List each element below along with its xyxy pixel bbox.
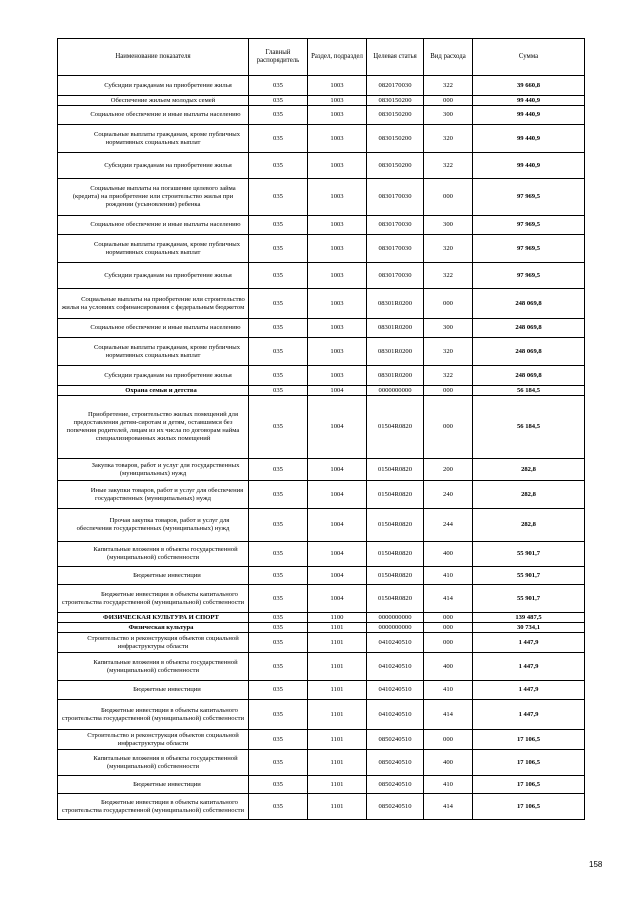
row-name bbox=[58, 509, 249, 542]
row-expense-type: 000 bbox=[424, 623, 473, 633]
page-number: 158 bbox=[589, 860, 603, 869]
row-main-manager: 035 bbox=[249, 481, 308, 509]
header-target-article: Целевая статья bbox=[367, 39, 424, 76]
row-expense-type: 414 bbox=[424, 700, 473, 730]
row-name bbox=[58, 481, 249, 509]
row-name bbox=[58, 681, 249, 700]
table-row bbox=[58, 338, 585, 366]
row-main-manager: 035 bbox=[249, 750, 308, 776]
row-target-article: 0850240510 bbox=[367, 794, 424, 820]
row-name-text: Субсидии гражданам на приобретение жилья bbox=[104, 371, 232, 379]
table-row bbox=[58, 776, 585, 794]
row-name-text: Субсидии гражданам на приобретение жилья bbox=[104, 161, 232, 169]
row-section: 1004 bbox=[308, 396, 367, 459]
row-section: 1003 bbox=[308, 76, 367, 96]
table-body bbox=[58, 76, 585, 820]
row-main-manager: 035 bbox=[249, 623, 308, 633]
row-main-manager: 035 bbox=[249, 338, 308, 366]
row-target-article: 08301R0200 bbox=[367, 289, 424, 319]
row-amount: 99 440,9 bbox=[473, 96, 585, 106]
row-name bbox=[58, 567, 249, 585]
table-row bbox=[58, 585, 585, 613]
table-row bbox=[58, 459, 585, 481]
row-amount: 97 969,5 bbox=[473, 216, 585, 235]
row-amount: 99 440,9 bbox=[473, 125, 585, 153]
row-amount: 97 969,5 bbox=[473, 179, 585, 216]
row-expense-type: 322 bbox=[424, 76, 473, 96]
row-expense-type: 410 bbox=[424, 681, 473, 700]
row-name bbox=[58, 289, 249, 319]
row-name bbox=[58, 700, 249, 730]
row-section: 1004 bbox=[308, 509, 367, 542]
row-target-article: 0000000000 bbox=[367, 613, 424, 623]
row-amount: 97 969,5 bbox=[473, 263, 585, 289]
table-row bbox=[58, 235, 585, 263]
table-row bbox=[58, 289, 585, 319]
row-target-article: 01504R0820 bbox=[367, 481, 424, 509]
row-target-article: 0830150200 bbox=[367, 153, 424, 179]
row-main-manager: 035 bbox=[249, 76, 308, 96]
row-expense-type: 400 bbox=[424, 542, 473, 567]
row-name-text: Физическая культура bbox=[128, 623, 194, 631]
row-section: 1101 bbox=[308, 623, 367, 633]
row-name bbox=[58, 459, 249, 481]
row-section: 1004 bbox=[308, 386, 367, 396]
header-amount: Сумма bbox=[473, 39, 585, 76]
row-main-manager: 035 bbox=[249, 153, 308, 179]
row-name bbox=[58, 153, 249, 179]
row-name-text: Субсидии гражданам на приобретение жилья bbox=[104, 271, 232, 279]
row-target-article: 01504R0820 bbox=[367, 585, 424, 613]
row-name bbox=[58, 76, 249, 96]
row-amount: 248 069,8 bbox=[473, 289, 585, 319]
row-amount: 17 106,5 bbox=[473, 794, 585, 820]
table-row bbox=[58, 653, 585, 681]
row-expense-type: 410 bbox=[424, 776, 473, 794]
row-amount: 56 184,5 bbox=[473, 386, 585, 396]
table-row bbox=[58, 179, 585, 216]
row-section: 1101 bbox=[308, 700, 367, 730]
row-target-article: 0410240510 bbox=[367, 633, 424, 653]
row-main-manager: 035 bbox=[249, 125, 308, 153]
row-main-manager: 035 bbox=[249, 542, 308, 567]
row-target-article: 0830170030 bbox=[367, 263, 424, 289]
row-amount: 1 447,9 bbox=[473, 681, 585, 700]
table-row bbox=[58, 681, 585, 700]
table-row bbox=[58, 96, 585, 106]
row-name-text: Строительство и реконструкция объектов социальной инфраструктуры области bbox=[87, 634, 239, 650]
row-section: 1101 bbox=[308, 681, 367, 700]
row-target-article: 0410240510 bbox=[367, 700, 424, 730]
row-section: 1101 bbox=[308, 633, 367, 653]
row-section: 1003 bbox=[308, 235, 367, 263]
row-name-text: Социальные выплаты на приобретение или строительство жилья на условиях софинансирования с федеральным бюджетом bbox=[61, 295, 245, 311]
row-name-text: Социальные выплаты гражданам, кроме публичных нормативных социальных выплат bbox=[93, 343, 241, 359]
row-amount: 282,8 bbox=[473, 459, 585, 481]
row-section: 1003 bbox=[308, 289, 367, 319]
row-name bbox=[58, 216, 249, 235]
row-main-manager: 035 bbox=[249, 289, 308, 319]
row-expense-type: 000 bbox=[424, 386, 473, 396]
header-section: Раздел, подраздел bbox=[308, 39, 367, 76]
row-section: 1100 bbox=[308, 613, 367, 623]
row-section: 1003 bbox=[308, 366, 367, 386]
row-name bbox=[58, 653, 249, 681]
row-name-text: Бюджетные инвестиции bbox=[133, 686, 201, 693]
row-expense-type: 200 bbox=[424, 459, 473, 481]
row-target-article: 0850240510 bbox=[367, 776, 424, 794]
row-name bbox=[58, 106, 249, 125]
row-expense-type: 000 bbox=[424, 613, 473, 623]
table-row bbox=[58, 481, 585, 509]
row-name-text: Социальное обеспечение и иные выплаты населению bbox=[90, 111, 241, 118]
row-name bbox=[58, 730, 249, 750]
row-expense-type: 300 bbox=[424, 319, 473, 338]
row-main-manager: 035 bbox=[249, 681, 308, 700]
row-name-text: Социальное обеспечение и иные выплаты населению bbox=[90, 221, 241, 228]
row-amount: 17 106,5 bbox=[473, 730, 585, 750]
row-expense-type: 414 bbox=[424, 794, 473, 820]
table-row bbox=[58, 396, 585, 459]
row-amount: 30 734,1 bbox=[473, 623, 585, 633]
row-target-article: 08301R0200 bbox=[367, 366, 424, 386]
row-name bbox=[58, 794, 249, 820]
row-section: 1003 bbox=[308, 153, 367, 179]
row-name bbox=[58, 776, 249, 794]
row-amount: 17 106,5 bbox=[473, 750, 585, 776]
row-main-manager: 035 bbox=[249, 613, 308, 623]
row-name-text: Приобретение, строительство жилых помещений для предоставления детям-сиротам и детям, оставшимся без попечения родителей, лицам из их числа по договорам найма специализированных жилых помещений bbox=[66, 411, 240, 442]
row-main-manager: 035 bbox=[249, 216, 308, 235]
row-amount: 248 069,8 bbox=[473, 338, 585, 366]
row-section: 1003 bbox=[308, 96, 367, 106]
row-expense-type: 400 bbox=[424, 653, 473, 681]
row-main-manager: 035 bbox=[249, 633, 308, 653]
table-row bbox=[58, 700, 585, 730]
row-name bbox=[58, 125, 249, 153]
row-amount: 139 487,5 bbox=[473, 613, 585, 623]
row-name bbox=[58, 633, 249, 653]
row-name-text: Капитальные вложения в объекты государственной (муниципальной) собственности bbox=[93, 546, 238, 561]
row-expense-type: 000 bbox=[424, 289, 473, 319]
table-row bbox=[58, 319, 585, 338]
table-row bbox=[58, 386, 585, 396]
row-main-manager: 035 bbox=[249, 179, 308, 216]
row-expense-type: 320 bbox=[424, 125, 473, 153]
row-name-text: Бюджетные инвестиции bbox=[133, 780, 201, 788]
row-name-text: Капитальные вложения в объекты государственной (муниципальной) собственности bbox=[93, 754, 238, 770]
row-name-text: Субсидии гражданам на приобретение жилья bbox=[104, 81, 232, 89]
row-section: 1003 bbox=[308, 106, 367, 125]
row-target-article: 01504R0820 bbox=[367, 396, 424, 459]
row-target-article: 0830150200 bbox=[367, 125, 424, 153]
row-expense-type: 320 bbox=[424, 235, 473, 263]
row-name bbox=[58, 96, 249, 106]
row-name-text: Бюджетные инвестиции в объекты капитального строительства государственной (муниципальной) собственности bbox=[61, 590, 245, 606]
row-section: 1101 bbox=[308, 750, 367, 776]
table-row bbox=[58, 106, 585, 125]
row-expense-type: 240 bbox=[424, 481, 473, 509]
row-expense-type: 000 bbox=[424, 633, 473, 653]
row-expense-type: 400 bbox=[424, 750, 473, 776]
row-amount: 282,8 bbox=[473, 509, 585, 542]
row-expense-type: 000 bbox=[424, 730, 473, 750]
row-name-text: Иные закупки товаров, работ и услуг для обеспечения государственных (муниципальных) нужд bbox=[90, 486, 244, 502]
row-name bbox=[58, 263, 249, 289]
row-amount: 248 069,8 bbox=[473, 319, 585, 338]
row-name-text: Обеспечение жильем молодых семей bbox=[110, 96, 216, 104]
row-expense-type: 410 bbox=[424, 567, 473, 585]
row-amount: 1 447,9 bbox=[473, 633, 585, 653]
row-main-manager: 035 bbox=[249, 96, 308, 106]
row-target-article: 0410240510 bbox=[367, 653, 424, 681]
row-name-text: Закупка товаров, работ и услуг для государственных (муниципальных) нужд bbox=[91, 461, 240, 477]
row-section: 1003 bbox=[308, 179, 367, 216]
table-row bbox=[58, 509, 585, 542]
row-section: 1101 bbox=[308, 653, 367, 681]
row-main-manager: 035 bbox=[249, 509, 308, 542]
table-row bbox=[58, 125, 585, 153]
row-name-text: Социальные выплаты на погашение целевого займа (кредита) на приобретение или строительство жилья при рождении (усыновлении) ребенка bbox=[72, 185, 236, 208]
row-name bbox=[58, 396, 249, 459]
table-header-row bbox=[58, 39, 585, 76]
table-row bbox=[58, 542, 585, 567]
row-section: 1101 bbox=[308, 776, 367, 794]
table-row bbox=[58, 794, 585, 820]
table-row bbox=[58, 730, 585, 750]
row-target-article: 0850240510 bbox=[367, 750, 424, 776]
row-name bbox=[58, 585, 249, 613]
row-target-article: 01504R0820 bbox=[367, 459, 424, 481]
row-expense-type: 300 bbox=[424, 106, 473, 125]
row-name-text: ФИЗИЧЕСКАЯ КУЛЬТУРА И СПОРТ bbox=[103, 613, 219, 621]
table-row bbox=[58, 623, 585, 633]
row-name-text: Бюджетные инвестиции в объекты капитального строительства государственной (муниципальной) собственности bbox=[61, 798, 245, 814]
row-main-manager: 035 bbox=[249, 459, 308, 481]
row-main-manager: 035 bbox=[249, 794, 308, 820]
row-target-article: 0820170030 bbox=[367, 76, 424, 96]
row-name-text: Социальное обеспечение и иные выплаты населению bbox=[90, 324, 241, 331]
row-target-article: 01504R0820 bbox=[367, 509, 424, 542]
row-target-article: 0830150200 bbox=[367, 96, 424, 106]
table-row bbox=[58, 366, 585, 386]
row-section: 1004 bbox=[308, 542, 367, 567]
row-amount: 55 901,7 bbox=[473, 567, 585, 585]
row-section: 1004 bbox=[308, 459, 367, 481]
row-expense-type: 300 bbox=[424, 216, 473, 235]
row-name bbox=[58, 235, 249, 263]
row-name bbox=[58, 542, 249, 567]
row-amount: 39 660,8 bbox=[473, 76, 585, 96]
row-target-article: 01504R0820 bbox=[367, 542, 424, 567]
row-amount: 56 184,5 bbox=[473, 396, 585, 459]
row-name bbox=[58, 613, 249, 623]
row-name-text: Социальные выплаты гражданам, кроме публичных нормативных социальных выплат bbox=[93, 130, 241, 146]
row-expense-type: 322 bbox=[424, 263, 473, 289]
row-amount: 55 901,7 bbox=[473, 542, 585, 567]
row-section: 1004 bbox=[308, 585, 367, 613]
row-name-text: Бюджетные инвестиции bbox=[133, 571, 201, 579]
row-name bbox=[58, 338, 249, 366]
row-section: 1003 bbox=[308, 319, 367, 338]
row-section: 1101 bbox=[308, 794, 367, 820]
table-row bbox=[58, 153, 585, 179]
row-amount: 97 969,5 bbox=[473, 235, 585, 263]
row-name-text: Прочая закупка товаров, работ и услуг для обеспечения государственных (муниципальных) нужд bbox=[76, 517, 230, 532]
row-expense-type: 322 bbox=[424, 153, 473, 179]
row-section: 1004 bbox=[308, 567, 367, 585]
row-target-article: 01504R0820 bbox=[367, 567, 424, 585]
row-main-manager: 035 bbox=[249, 263, 308, 289]
table-row bbox=[58, 216, 585, 235]
row-expense-type: 320 bbox=[424, 338, 473, 366]
row-target-article: 0000000000 bbox=[367, 386, 424, 396]
row-amount: 248 069,8 bbox=[473, 366, 585, 386]
row-name-text: Строительство и реконструкция объектов социальной инфраструктуры области bbox=[87, 731, 239, 747]
row-expense-type: 414 bbox=[424, 585, 473, 613]
row-main-manager: 035 bbox=[249, 106, 308, 125]
row-target-article: 0830170030 bbox=[367, 179, 424, 216]
row-name bbox=[58, 623, 249, 633]
row-main-manager: 035 bbox=[249, 653, 308, 681]
row-amount: 99 440,9 bbox=[473, 106, 585, 125]
row-target-article: 0830150200 bbox=[367, 106, 424, 125]
row-expense-type: 000 bbox=[424, 396, 473, 459]
table-row bbox=[58, 263, 585, 289]
row-section: 1101 bbox=[308, 730, 367, 750]
table-row bbox=[58, 633, 585, 653]
row-amount: 282,8 bbox=[473, 481, 585, 509]
budget-table bbox=[57, 38, 585, 820]
row-main-manager: 035 bbox=[249, 700, 308, 730]
table-row bbox=[58, 567, 585, 585]
row-main-manager: 035 bbox=[249, 776, 308, 794]
row-name bbox=[58, 179, 249, 216]
row-target-article: 0850240510 bbox=[367, 730, 424, 750]
row-section: 1003 bbox=[308, 216, 367, 235]
table-row bbox=[58, 750, 585, 776]
row-target-article: 0410240510 bbox=[367, 681, 424, 700]
row-main-manager: 035 bbox=[249, 585, 308, 613]
row-name-text: Социальные выплаты гражданам, кроме публичных нормативных социальных выплат bbox=[93, 240, 241, 256]
row-expense-type: 322 bbox=[424, 366, 473, 386]
row-main-manager: 035 bbox=[249, 396, 308, 459]
row-main-manager: 035 bbox=[249, 319, 308, 338]
row-name bbox=[58, 366, 249, 386]
row-section: 1003 bbox=[308, 263, 367, 289]
row-expense-type: 244 bbox=[424, 509, 473, 542]
row-name-text: Капитальные вложения в объекты государственной (муниципальной) собственности bbox=[93, 658, 238, 674]
row-target-article: 08301R0200 bbox=[367, 338, 424, 366]
row-section: 1004 bbox=[308, 481, 367, 509]
row-amount: 99 440,9 bbox=[473, 153, 585, 179]
row-section: 1003 bbox=[308, 338, 367, 366]
row-name bbox=[58, 750, 249, 776]
header-main-manager: Главный распорядитель bbox=[249, 39, 308, 76]
row-main-manager: 035 bbox=[249, 235, 308, 263]
row-amount: 55 901,7 bbox=[473, 585, 585, 613]
row-section: 1003 bbox=[308, 125, 367, 153]
row-amount: 1 447,9 bbox=[473, 653, 585, 681]
row-main-manager: 035 bbox=[249, 366, 308, 386]
row-name bbox=[58, 386, 249, 396]
row-name bbox=[58, 319, 249, 338]
row-amount: 1 447,9 bbox=[473, 700, 585, 730]
row-main-manager: 035 bbox=[249, 386, 308, 396]
row-amount: 17 106,5 bbox=[473, 776, 585, 794]
row-main-manager: 035 bbox=[249, 730, 308, 750]
header-expense-type: Вид расхода bbox=[424, 39, 473, 76]
row-expense-type: 000 bbox=[424, 96, 473, 106]
row-target-article: 08301R0200 bbox=[367, 319, 424, 338]
table-row bbox=[58, 613, 585, 623]
row-expense-type: 000 bbox=[424, 179, 473, 216]
row-name-text: Бюджетные инвестиции в объекты капитального строительства государственной (муниципальной) собственности bbox=[61, 706, 245, 722]
row-main-manager: 035 bbox=[249, 567, 308, 585]
row-target-article: 0830170030 bbox=[367, 235, 424, 263]
row-target-article: 0000000000 bbox=[367, 623, 424, 633]
row-target-article: 0830170030 bbox=[367, 216, 424, 235]
row-name-text: Охрана семьи и детства bbox=[125, 386, 197, 394]
header-indicator-name: Наименование показателя bbox=[58, 39, 249, 76]
table-row bbox=[58, 76, 585, 96]
